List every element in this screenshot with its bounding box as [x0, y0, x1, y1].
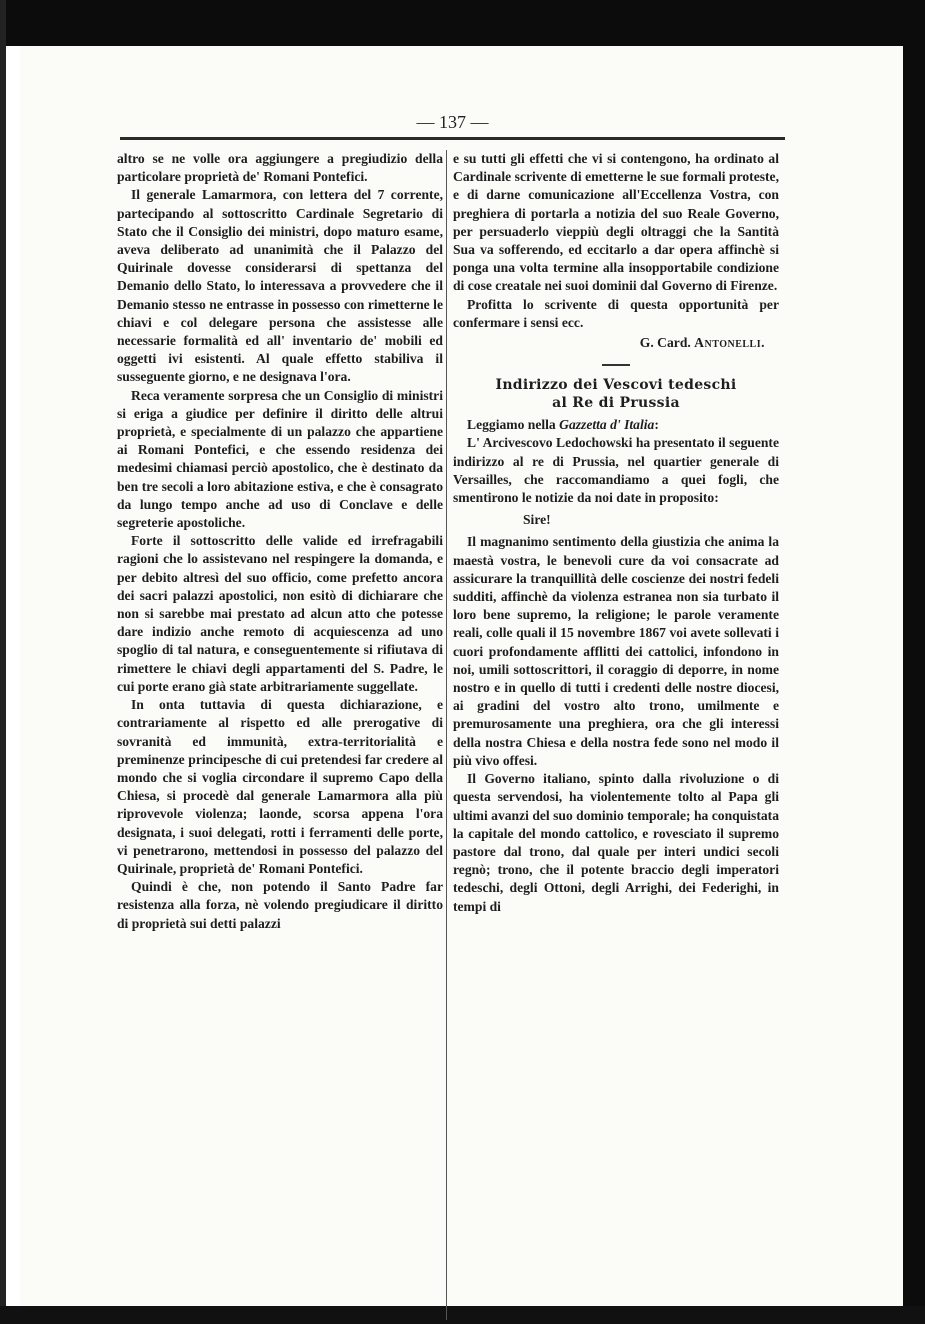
header-rule [120, 137, 785, 140]
source-suffix: : [654, 417, 659, 433]
source-publication: Gazzetta d' Italia [559, 417, 655, 433]
paragraph: Quindi è che, non potendo il Santo Padre far resistenza alla forza, nè volendo pregiudicare il diritto di proprietà sui detti palazzi [117, 879, 443, 931]
book-page [20, 46, 903, 1306]
scan-border-top [0, 0, 925, 46]
left-column [117, 150, 443, 933]
paragraph: Profitta lo scrivente di questa opportunità per confermare i sensi ecc. [453, 296, 779, 330]
paragraph: Il generale Lamarmora, con lettera del 7 corrente, partecipando al sottoscritto Cardinale Segretario di Stato che il Consiglio dei ministri, dopo maturo esame, aveva deliberato ad unanimità che il Palazzo del Quirinale dovesse considerarsi di spettanza del Demanio dello Stato, lo interessava a provvedere che il Demanio stesso ne entrasse in possesso con rimetterne le chiavi e col delegare persona che assistesse alle necessarie formalità ed all' inventario de' mobili ed oggetti ivi esistenti. Al quale effetto stabiliva il susseguente giorno, e ne designava l'ora. [117, 187, 443, 385]
salutation: Sire! [523, 512, 551, 528]
source-line [453, 416, 779, 434]
article-title [453, 376, 779, 412]
source-prefix: Leggiamo nella [467, 417, 560, 433]
signature-name: Antonelli. [694, 335, 765, 351]
signature-prefix: G. Card. [639, 335, 695, 351]
article-title-line-2: al Re di Prussia [552, 395, 680, 412]
intro-paragraph: L' Arcivescovo Ledochowski ha presentato il seguente indirizzo al re di Prussia, nel quartier generale di Versailles, che raccomandiamo a quei fogli, che smentirono le notizie da noi date in proposito: [453, 435, 779, 506]
paragraph: Il Governo italiano, spinto dalla rivoluzione o di questa servendosi, ha violentemente tolto al Papa gli ultimi avanzi del suo dominio temporale; ha conquistata la capitale del mondo cattolico, e rovesciato il supremo pastore dal trono, dal quale per interi undici secoli regnò; trono, che il potente braccio degli imperatori tedeschi, degli Ottoni, degli Arrighi, dei Federighi, in tempi di [453, 771, 779, 914]
paragraph: Forte il sottoscritto delle valide ed irrefragabili ragioni che lo assistevano nel respingere la domanda, e per debito altresì del suo officio, come prefetto ancora dei sacri palazzi apostolici, non esitò di dichiarare che non si sarebbe mai prestato ad alcun atto che potesse dare indizio anche remoto di acquiescenza ad uno spoglio di tal natura, e conseguentemente si rifiutava di rimettere le chiavi degli appartamenti del S. Padre, le cui porte erano già state arbitrariamente suggellate. [117, 533, 443, 694]
paragraph: Il magnanimo sentimento della giustizia che anima la maestà vostra, le benevoli cure da voi consacrate ad assicurare la tranquillità delle coscienze dei nostri fedeli sudditi, affinchè da violenza estranea non sia turbato il loro bene supremo, la religione; le parole veramente reali, colle quali il 15 novembre 1867 voi avete sollevati i cuori profondamente afflitti dei cattolici, infondono in noi, umili sottoscrittori, il coraggio di deporre, in nome nostro e in quello di tutti i credenti delle nostre diocesi, ai gradini del vostro alto trono, umilmente e premurosamente una preghiera, ora che gli interessi della nostra Chiesa e della nostra fede sono nel modo il più vivo offesi. [453, 534, 779, 768]
paragraph: In onta tuttavia di questa dichiarazione, e contrariamente al rispetto ed alle prerogative di sovranità ed immunità, extra-territorialità e preminenze principesche di cui pretendesi far credere al mondo che si voglia circondare il supremo Capo della Chiesa, si procedè dal generale Lamarmora alla più riprovevole violenza; laonde, scorsa appena l'ora designata, i suoi delegati, rotti i ferramenti delle porte, vi penetrarono, mettendosi in possesso del palazzo del Quirinale, proprietà de' Romani Pontefici. [117, 697, 443, 876]
scan-border-left [0, 0, 6, 1324]
right-column [453, 150, 779, 916]
column-divider [446, 150, 447, 1320]
scan-border-bottom [0, 1306, 925, 1324]
section-rule [602, 364, 630, 366]
page-number: — 137 — [416, 112, 489, 132]
article-title-line-1: Indirizzo dei Vescovi tedeschi [495, 377, 737, 394]
paragraph: altro se ne volle ora aggiungere a pregiudizio della particolare proprietà de' Romani Pontefici. [117, 151, 443, 185]
paragraph: e su tutti gli effetti che vi si contengono, ha ordinato al Cardinale scrivente di emetterne le sue formali proteste, e di darne comunicazione all'Eccellenza Vostra, con preghiera di portarla a notizia del suo Reale Governo, per persuaderlo vieppiù degli oltraggi che la Santità Sua va sofferendo, ed eccitarlo a dar opera affinchè si ponga una volta termine alla insopportabile condizione di cose creatale nei suoi dominii dal Governo di Firenze. [453, 151, 779, 294]
paragraph: Reca veramente sorpresa che un Consiglio di ministri si eriga a giudice per definire il diritto delle altrui proprietà, e specialmente di un palazzo che appartiene ai Romani Pontefici, e che essendo residenza dei medesimi chiamasi perciò apostolico, che è destinato da ben tre secoli a loro abitazione estiva, e che è consagrato da lungo tempo anche ad uso di Conclave e delle segreterie apostoliche. [117, 387, 443, 531]
scan-border-right [903, 0, 925, 1324]
signature [453, 334, 779, 352]
